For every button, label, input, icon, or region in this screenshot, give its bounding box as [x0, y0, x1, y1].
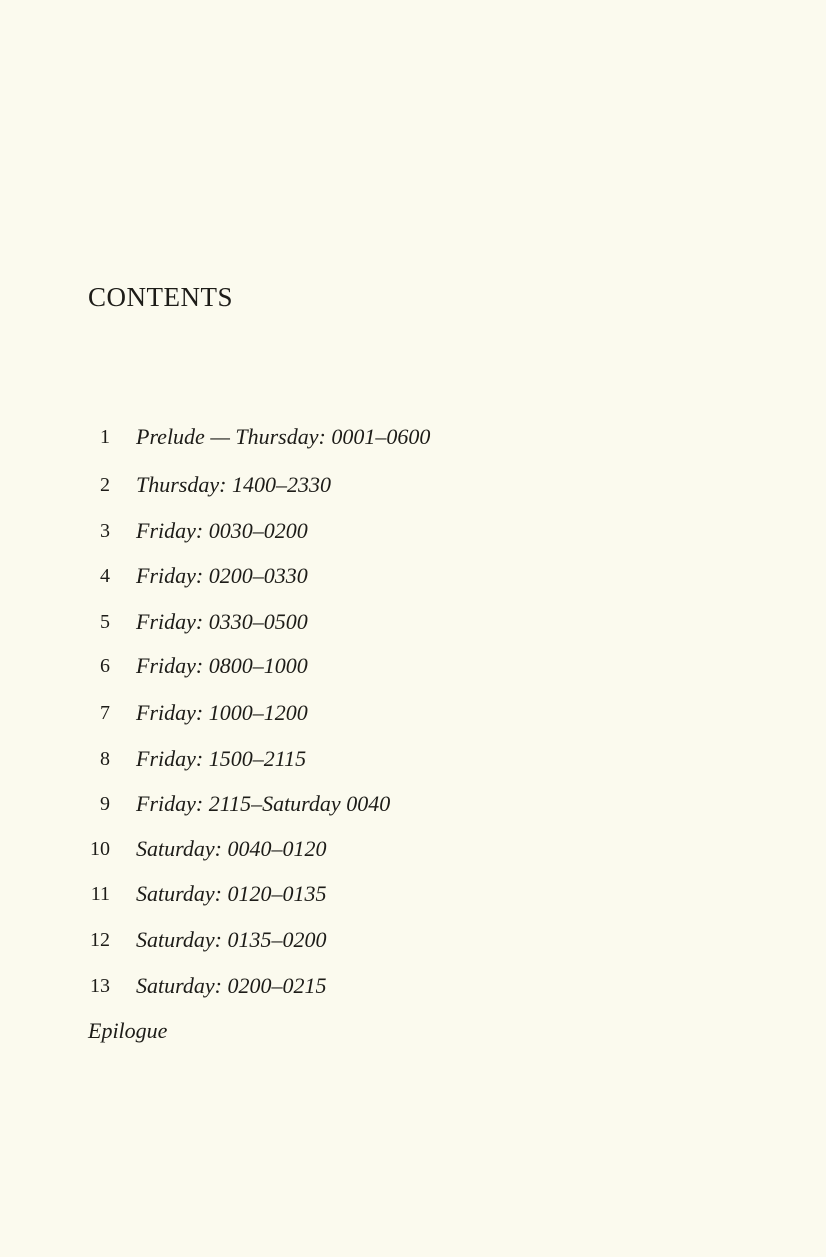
toc-entry	[0, 748, 826, 778]
toc-entry	[0, 655, 826, 685]
chapter-title: Thursday: 1400–2330	[136, 472, 331, 497]
chapter-title: Saturday: 0040–0120	[136, 836, 327, 861]
toc-entry	[0, 474, 826, 504]
chapter-number: 3	[100, 520, 110, 542]
toc-entry	[0, 883, 826, 913]
chapter-number: 6	[100, 655, 110, 677]
chapter-number: 4	[100, 565, 110, 587]
chapter-number: 12	[90, 929, 110, 951]
chapter-title: Prelude — Thursday: 0001–0600	[136, 424, 431, 449]
chapter-title: Friday: 0030–0200	[136, 518, 308, 543]
chapter-title: Saturday: 0200–0215	[136, 973, 327, 998]
chapter-title: Friday: 0330–0500	[136, 609, 308, 634]
toc-entry	[0, 975, 826, 1005]
toc-entry	[0, 702, 826, 732]
chapter-title: Friday: 0200–0330	[136, 563, 308, 588]
chapter-number: 11	[90, 883, 110, 905]
toc-entry	[0, 838, 826, 868]
chapter-title: Saturday: 0120–0135	[136, 881, 327, 906]
toc-entry	[0, 793, 826, 823]
chapter-title: Friday: 1500–2115	[136, 746, 307, 771]
chapter-number: 5	[100, 611, 110, 633]
chapter-number: 7	[100, 702, 110, 724]
epilogue-title: Epilogue	[88, 1018, 168, 1043]
chapter-number: 8	[100, 748, 110, 770]
contents-heading: CONTENTS	[88, 282, 233, 312]
toc-entry	[0, 426, 826, 456]
chapter-title: Friday: 0800–1000	[136, 653, 308, 678]
toc-entry	[0, 520, 826, 550]
chapter-number: 2	[100, 474, 110, 496]
chapter-title: Friday: 1000–1200	[136, 700, 308, 725]
chapter-number: 9	[100, 793, 110, 815]
toc-entry	[0, 929, 826, 959]
chapter-title: Friday: 2115–Saturday 0040	[136, 791, 391, 816]
chapter-title: Saturday: 0135–0200	[136, 927, 327, 952]
chapter-number: 13	[90, 975, 110, 997]
chapter-number: 10	[90, 838, 110, 860]
toc-entry-epilogue	[0, 1020, 826, 1050]
toc-entry	[0, 611, 826, 641]
chapter-number: 1	[100, 426, 110, 448]
toc-entry	[0, 565, 826, 595]
